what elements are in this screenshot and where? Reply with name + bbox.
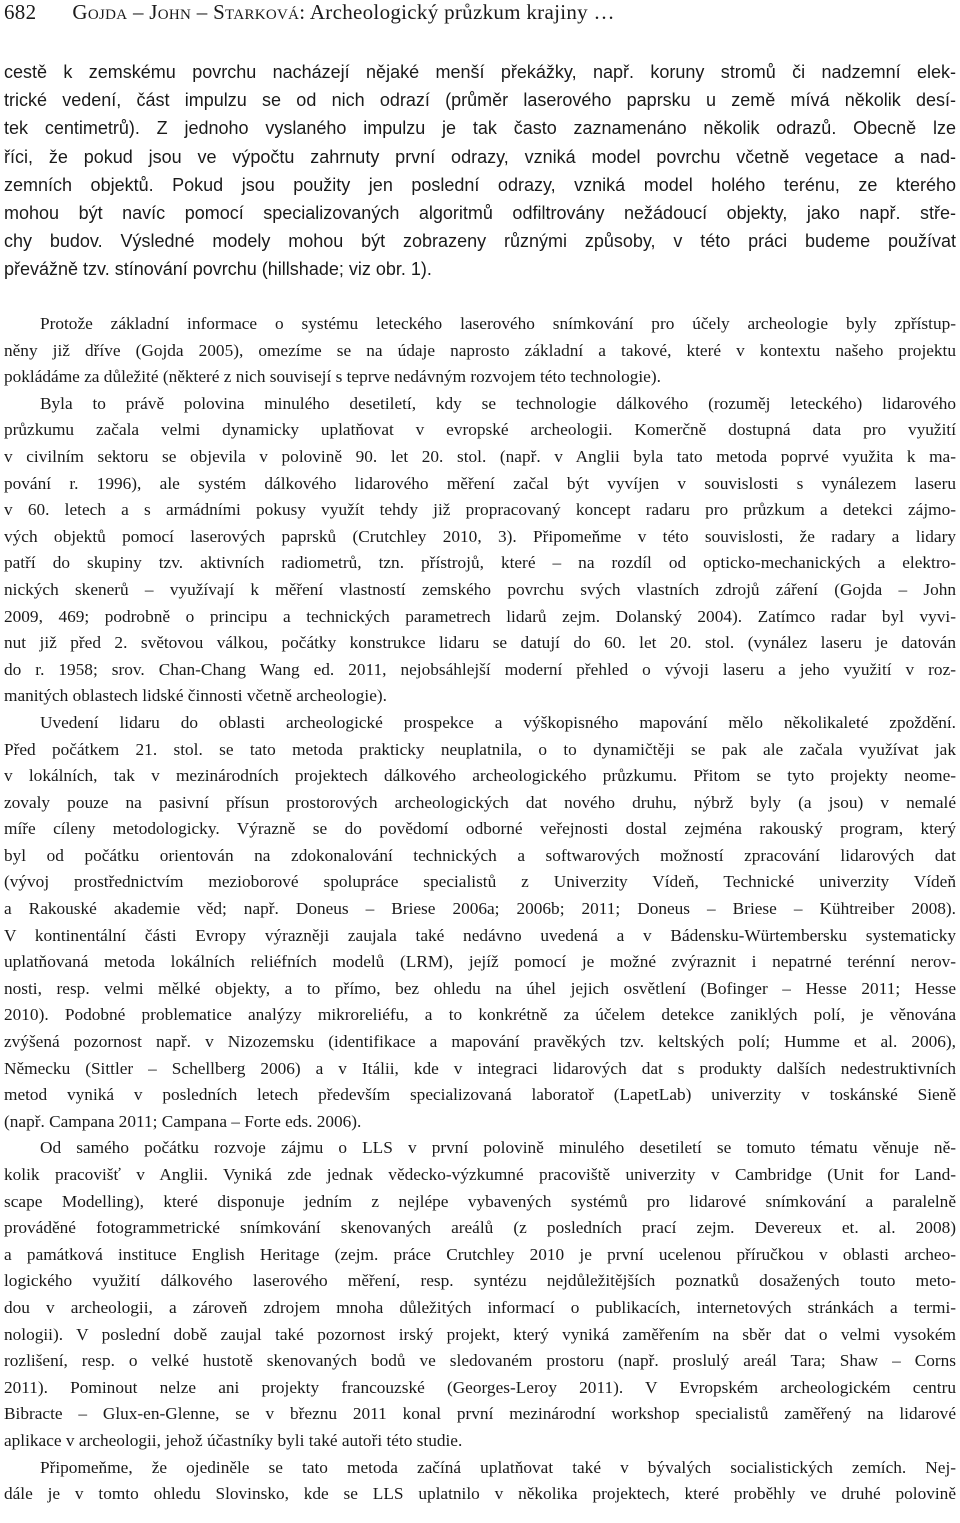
text-line: 2009, 469; podrobně o principu a technických parametrech lidarů zejm. Dolanský 2004). Zatímco radar byl vyvi-	[4, 606, 956, 626]
text-line: v civilním sektoru se objevila v polovině 90. let 20. stol. (např. v Anglii byla tato metoda poprvé využita k ma-	[4, 446, 956, 466]
text-line: tek centimetrů). Z jednoho vyslaného impulzu je tak často zaznamenáno několik odrazů. Obecně lze	[4, 118, 956, 139]
text-line: průzkumu začala velmi dynamicky uplatňovat v evropské archeologii. Komerčně dostupná data pro využití	[4, 420, 956, 440]
sans-paragraph	[4, 58, 956, 284]
text-line: Protože základní informace o systému leteckého laserového snímkování pro účely archeologie byly zpřístup-	[40, 314, 956, 333]
text-line: říci, že pokud jsou ve výpočtu zahrnuty první odrazy, vzniká model povrchu včetně vegetace a nad-	[4, 146, 956, 167]
text-line: pokládáme za důležité (některé z nich souvisejí s teprve nedávným rozvojem této technologie).	[4, 367, 661, 387]
text-line: pování r. 1996), ale systém dálkového lidarového měření začal být vyvíjen v souvislosti s vynálezem laseru	[4, 473, 956, 493]
text-line: trické vedení, část impulzu se od nich odrazí (průměr laserového paprsku u země mívá několik desí-	[4, 90, 956, 111]
text-line: zvýšená pozornost např. v Nizozemsku (identifikace a mapování pravěkých tzv. keltských polí; Humme et al. 2006),	[4, 1032, 956, 1052]
text-line: Bibracte – Glux-en-Glenne, se v březnu 2011 konal první mezinárodní workshop specialistů zaměřený na lidarové	[4, 1404, 956, 1424]
header-authors: Gojda – John – Starková:	[72, 0, 306, 24]
text-line: převážně tzv. stínování povrchu (hillshade; viz obr. 1).	[4, 259, 432, 280]
text-line: Německu (Sittler – Schellberg 2006) a v Itálii, kde v integraci lidarových dat s produkty dalších nedestruktivních	[4, 1058, 956, 1078]
text-line: scape Modelling), které disponuje jedním z nejlépe vybavených systémů pro lidarové snímkování a paralelně	[4, 1191, 956, 1211]
text-line: Byla to právě polovina minulého desetiletí, kdy se technologie dálkového (rozuměj leteckého) lidarového	[40, 393, 956, 413]
page-number: 682	[4, 0, 37, 24]
text-line: nosti, resp. velmi mělké objekty, a to přímo, bez ohledu na úhel jejich osvětlení (Bofinger – Hesse 2011; Hesse	[4, 978, 956, 998]
text-line: míře cíleny metodologicky. Výrazně se do povědomí odborné veřejnosti dostal zejména rakouský program, který	[4, 819, 956, 839]
text-line: nologii). V poslední době zaujal také pozornost irský projekt, který vyniká zaměřením na sběr dat o velmi vysokém	[4, 1324, 956, 1344]
header-title: Archeologický průzkum krajiny …	[309, 0, 615, 24]
text-line: rozlišení, resp. o velké hustotě skenovaných bodů ve sledovaném prostoru (např. proslulý areál Tara; Shaw – Corns	[4, 1351, 956, 1371]
text-line: (např. Campana 2011; Campana – Forte eds. 2006).	[4, 1111, 362, 1131]
text-line: logického využití dálkového laserového měření, resp. syntézu nejdůležitějších poznatků dosažených touto meto-	[4, 1271, 956, 1291]
text-line: v lokálních, tak v mezinárodních projektech dálkového archeologického průzkumu. Přitom se tyto projekty neome-	[4, 766, 956, 786]
text-line: cestě k zemskému povrchu nacházejí nějaké menší překážky, např. koruny stromů či nadzemní elek-	[4, 62, 956, 82]
text-line: Uvedení lidaru do oblasti archeologické prospekce a výškopisného mapování mělo několikaleté zpoždění.	[40, 712, 956, 732]
text-line: vých objektů pomocí laserových paprsků (Crutchley 2010, 3). Připomeňme v této souvislosti, že radary a lidary	[4, 526, 956, 546]
text-line: nut již před 2. světovou válkou, počátky konstrukce lidaru se datují do 60. let 20. stol. (vynález laseru je datován	[4, 633, 956, 653]
text-line: Připomeňme, že ojediněle se tato metoda začíná uplatňovat také v bývalých socialistických zemích. Nej-	[40, 1457, 956, 1477]
text-line: zemních objektů. Pokud jsou použity jen poslední odrazy, vzniká model holého terénu, ze kterého	[4, 174, 956, 195]
text-line: kolik pracovišť v Anglii. Vyniká zde jednak vědecko-výzkumné pracoviště univerzity v Cambridge (Unit for Land-	[4, 1165, 956, 1184]
text-line: (vývoj prostřednictvím mezioborové spolupráce specialistů z Univerzity Vídeň, Technické univerzity Vídeň	[4, 872, 956, 892]
text-line: něny již dříve (Gojda 2005), omezíme se na údaje naprosto základní a takové, které v kontextu našeho projektu	[4, 340, 956, 360]
text-line: 2010). Podobné problematice analýzy mikroreliéfu, a to konkrétně za účelem detekce zaniklých polí, je věnována	[4, 1005, 956, 1025]
text-line: a památková instituce English Heritage (zejm. práce Crutchley 2010 je první ucelenou příručkou v oblasti archeo-	[4, 1244, 956, 1264]
text-line: do r. 1958; srov. Chan-Chang Wang ed. 2011, nejobsáhlejší moderní přehled o vývoji laseru a jeho využití v roz-	[4, 659, 956, 679]
text-line: mohou být navíc pomocí specializovaných algoritmů odfiltrovány nežádoucí objekty, jako např. stře-	[4, 202, 956, 223]
text-line: zovaly pouze na pasivní přísun prostorových archeologických dat nového druhu, nýbrž byly (a jsou) v nemalé	[4, 792, 956, 812]
text-line: byl od počátku orientován na zdokonalování technických a softwarových možností zpracování lidarových dat	[4, 845, 956, 865]
text-line: aplikace v archeologii, jehož účastníky byli také autoři této studie.	[4, 1430, 463, 1450]
text-line: nických skenerů – využívají k měření vlastností zemského povrchu svých vlastních zdrojů záření (Gojda – John	[4, 579, 956, 599]
text-line: metod vyniká v posledních letech především specializovaná laboratoř (LapetLab) univerzity v toskánské Sieně	[4, 1085, 956, 1105]
text-line: chy budov. Výsledné modely mohou být zobrazeny různými způsoby, v této práci budeme používat	[4, 231, 956, 252]
text-line: 2011). Pominout nelze ani projekty francouzské (Georges-Leroy 2011). V Evropském archeologickém centru	[4, 1377, 956, 1397]
text-line: a Rakouské akademie věd; např. Doneus – Briese 2006a; 2006b; 2011; Doneus – Briese – Kühtreiber 2008).	[4, 899, 956, 919]
serif-body	[4, 311, 956, 1508]
text-line: manitých oblastech lidské činnosti včetně archeologie).	[4, 686, 387, 706]
text-line: Od samého počátku rozvoje zájmu o LLS v první polovině minulého desetiletí se tomuto tématu věnuje ně-	[40, 1138, 956, 1158]
text-line: patří do skupiny tzv. aktivních radiometrů, tzn. přístrojů, které – na rozdíl od opticko-mechanických a elektro-	[4, 553, 956, 573]
text-line: uplatňovaná metoda lokálních reliéfních modelů (LRM), jejíž pomocí je možné zvýraznit i nepatrné terénní nerov-	[4, 952, 956, 972]
text-line: Před počátkem 21. stol. se tato metoda prakticky neuplatnila, o to dynamičtěji se pak ale začala využívat jak	[4, 739, 956, 759]
text-line: prováděné fotogrammetrické snímkování skenovaných areálů (z posledních prací zejm. Devereux et. al. 2008)	[4, 1218, 956, 1238]
text-line: dále je v tomto ohledu Slovinsko, kde se LLS uplatnilo v několika projektech, které proběhly ve druhé polovině	[4, 1484, 956, 1504]
text-line: v 60. letech a s armádními pokusy využít tehdy již propracovaný koncept radaru pro průzkum a detekci zájmo-	[4, 500, 956, 520]
text-line: dou v archeologii, a zároveň zdrojem mnoha důležitých informací o publikacích, internetových stránkách a termi-	[4, 1297, 956, 1317]
text-line: V kontinentální části Evropy výrazněji zaujala také nedávno uvedená a v Bádensku-Würtembersku systematicky	[4, 925, 956, 945]
running-header	[4, 0, 615, 26]
